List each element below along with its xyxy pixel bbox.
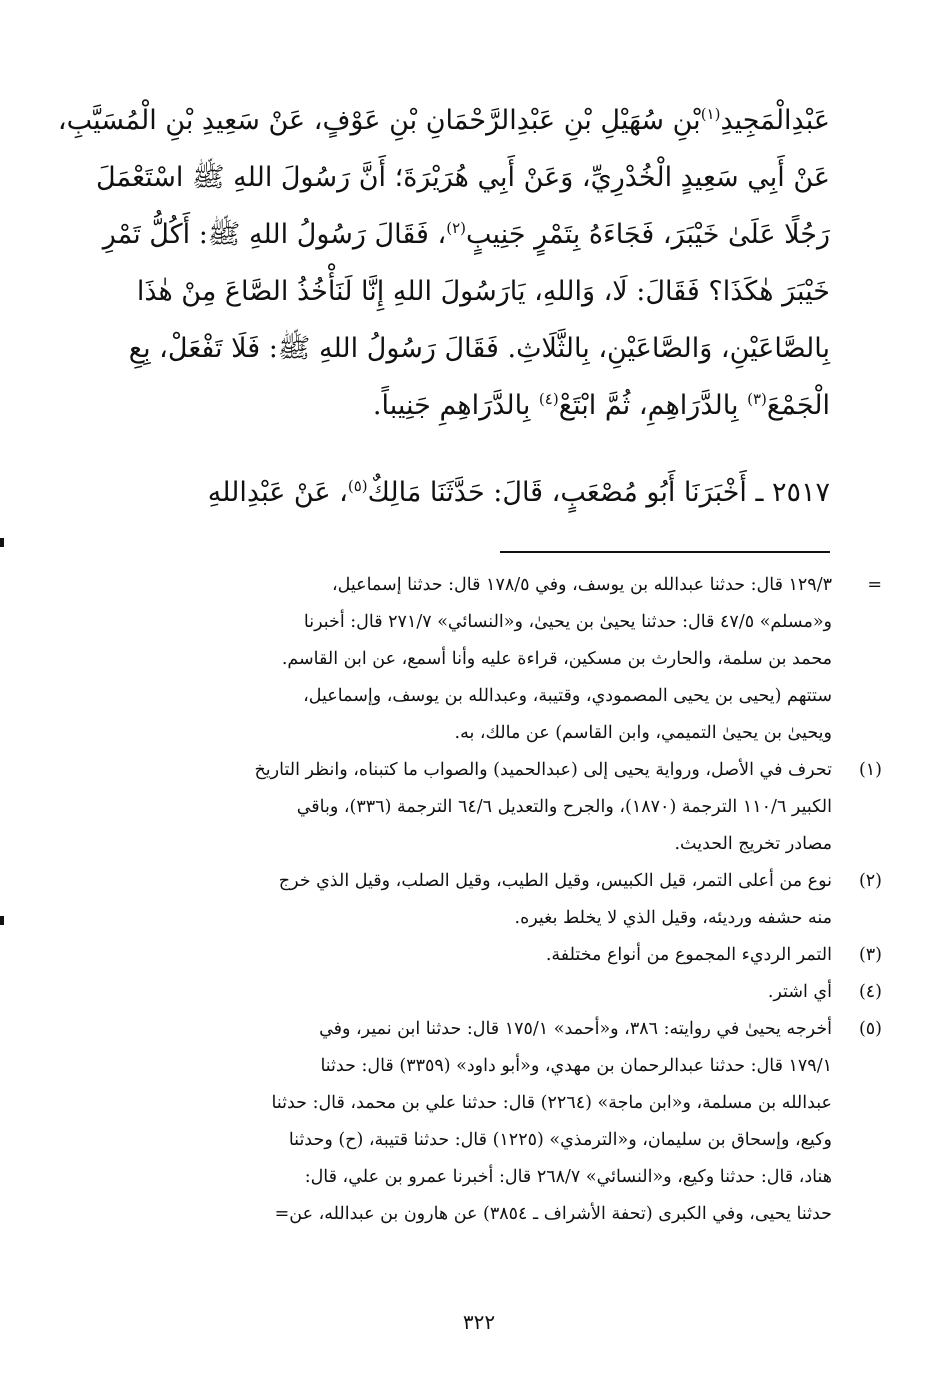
footnote-marker: (٤) bbox=[858, 982, 882, 1002]
footnote-1 bbox=[128, 752, 882, 863]
footnote-marker: (٢) bbox=[858, 871, 882, 891]
footnote-line: ستتهم (يحيى بن يحيى المصمودي، وقتيبة، وعبدالله بن يوسف، وإسماعيل، bbox=[303, 686, 832, 706]
footnote-line: ١٧٩/١ قال: حدثنا عبدالرحمان بن مهدي، و«أبو داود» (٣٣٥٩) قال: حدثنا bbox=[320, 1056, 832, 1076]
main-text-line-1: عَبْدِالْمَجِيدِ$^{(١)}$بْنِ سُهَيْلِ بْنِ عَبْدِالرَّحْمَانِ بْنِ عَوْفٍ، عَنْ سَعِيدِ بْنِ الْمُسَيَّبِ، bbox=[57, 105, 830, 136]
main-text-line-6: الْجَمْعَ$^{(٣)}$ بِالدَّرَاهِمِ، ثُمَّ ابْتَعْ$^{(٤)}$ بِالدَّرَاهِمِ جَنِيباً. bbox=[372, 390, 830, 421]
footnote-marker: = bbox=[867, 575, 882, 595]
footnote-ref-4: (٤) bbox=[538, 390, 559, 408]
footnote-ref-3: (٣) bbox=[747, 390, 767, 408]
footnote-line: منه حشفه ورديئه، وقيل الذي لا يخلط بغيره. bbox=[514, 908, 832, 928]
footnote-line: و«مسلم» ٤٧/٥ قال: حدثنا يحيىٰ بن يحيىٰ، و«النسائي» ٢٧١/٧ قال: أخبرنا bbox=[303, 612, 832, 632]
footnote-line: هناد، قال: حدثنا وكيع، و«النسائي» ٢٦٨/٧ قال: أخبرنا عمرو بن علي، قال: bbox=[304, 1167, 832, 1187]
footnote-4 bbox=[128, 974, 882, 1011]
main-text-line-2: عَنْ أَبِي سَعِيدٍ الْخُدْرِيِّ، وَعَنْ أَبِي هُرَيْرَةَ؛ أَنَّ رَسُولَ اللهِ ﷺ اسْتَعْمَلَ bbox=[96, 162, 830, 193]
footnote-line: حدثنا يحيى، وفي الكبرى (تحفة الأشراف ـ ٣٨٥٤) عن هارون بن عبدالله، عن= bbox=[274, 1204, 832, 1224]
footnote-body bbox=[128, 937, 832, 974]
footnote-line: مصادر تخريج الحديث. bbox=[674, 834, 832, 854]
footnote-continuation bbox=[128, 567, 882, 752]
scan-edge-mark bbox=[0, 916, 4, 925]
footnote-body bbox=[128, 1011, 832, 1233]
footnote-line: ويحيىٰ بن يحيىٰ التميمي، وابن القاسم) عن مالك، به. bbox=[454, 723, 832, 743]
footnote-marker: (١) bbox=[858, 760, 882, 780]
footnote-5 bbox=[128, 1011, 882, 1233]
footnote-line: عبدالله بن مسلمة، و«ابن ماجة» (٢٢٦٤) قال: حدثنا علي بن محمد، قال: حدثنا bbox=[271, 1093, 832, 1113]
footnote-line: أي اشتر. bbox=[767, 982, 832, 1002]
footnote-line: تحرف في الأصل، ورواية يحيى إلى (عبدالحميد) والصواب ما كتبناه، وانظر التاريخ bbox=[254, 760, 832, 780]
footnote-2 bbox=[128, 863, 882, 937]
scan-edge-mark bbox=[0, 538, 4, 547]
footnote-body bbox=[128, 752, 832, 863]
main-text-line-5: بِالصَّاعَيْنِ، وَالصَّاعَيْنِ، بِالثَّلَاثِ. فَقَالَ رَسُولُ اللهِ ﷺ: فَلَا تَفْعَلْ، بِعِ bbox=[128, 333, 830, 364]
hadith-main-text bbox=[57, 92, 830, 434]
footnote-line: التمر الرديء المجموع من أنواع مختلفة. bbox=[545, 945, 832, 965]
main-text-line-3: رَجُلًا عَلَىٰ خَيْبَرَ، فَجَاءَهُ بِتَمْرٍ جَنِيبٍ$^{(٢)}$، فَقَالَ رَسُولُ اللهِ ﷺ: أَكُلُّ تَمْرِ bbox=[102, 219, 830, 250]
footnote-line: أخرجه يحيىٰ في روايته: ٣٨٦، و«أحمد» ١٧٥/١ قال: حدثنا ابن نمير، وفي bbox=[319, 1019, 832, 1039]
footnote-body bbox=[128, 567, 832, 752]
hadith-text-continued: ، عَنْ عَبْدِاللهِ bbox=[207, 477, 348, 508]
footnote-line: محمد بن سلمة، والحارث بن مسكين، قراءة عليه وأنا أسمع، عن ابن القاسم. bbox=[281, 649, 832, 669]
hadith-2517-start bbox=[128, 464, 830, 521]
footnote-3 bbox=[128, 937, 882, 974]
hadith-text: ـ أَخْبَرَنَا أَبُو مُصْعَبٍ، قَالَ: حَدَّثَنَا مَالِكٌ bbox=[367, 477, 772, 508]
footnote-body bbox=[128, 974, 832, 1011]
hadith-number: ٢٥١٧ bbox=[771, 477, 830, 508]
footnote-ref-5: (٥) bbox=[347, 477, 368, 495]
footnote-line: وكيع، وإسحاق بن سليمان، و«الترمذي» (١٢٢٥) قال: حدثنا قتيبة، (ح) وحدثنا bbox=[288, 1130, 832, 1150]
footnote-separator bbox=[500, 551, 830, 553]
footnote-line: نوع من أعلى التمر، قيل الكبيس، وقيل الطيب، وقيل الصلب، وقيل الذي خرج bbox=[278, 871, 832, 891]
footnote-body bbox=[128, 863, 832, 937]
footnote-line: ١٢٩/٣ قال: حدثنا عبدالله بن يوسف، وفي ١٧٨/٥ قال: حدثنا إسماعيل، bbox=[331, 575, 832, 595]
footnote-ref-1: (١) bbox=[700, 105, 721, 123]
footnote-marker: (٥) bbox=[858, 1019, 882, 1039]
footnote-line: الكبير ١١٠/٦ الترجمة (١٨٧٠)، والجرح والتعديل ٦٤/٦ الترجمة (٣٣٦)، وباقي bbox=[296, 797, 832, 817]
main-text-line-4: خَيْبَرَ هٰكَذَا؟ فَقَالَ: لَا، وَاللهِ، يَارَسُولَ اللهِ إِنَّا لَنَأْخُذُ الصَّاعَ مِنْ هٰذَا bbox=[136, 276, 830, 307]
footnote-marker: (٣) bbox=[858, 945, 882, 965]
page-number: ٣٢٢ bbox=[462, 1310, 496, 1334]
footnotes bbox=[128, 567, 882, 1233]
footnote-ref-2: (٢) bbox=[446, 219, 467, 237]
book-page bbox=[57, 92, 882, 1372]
